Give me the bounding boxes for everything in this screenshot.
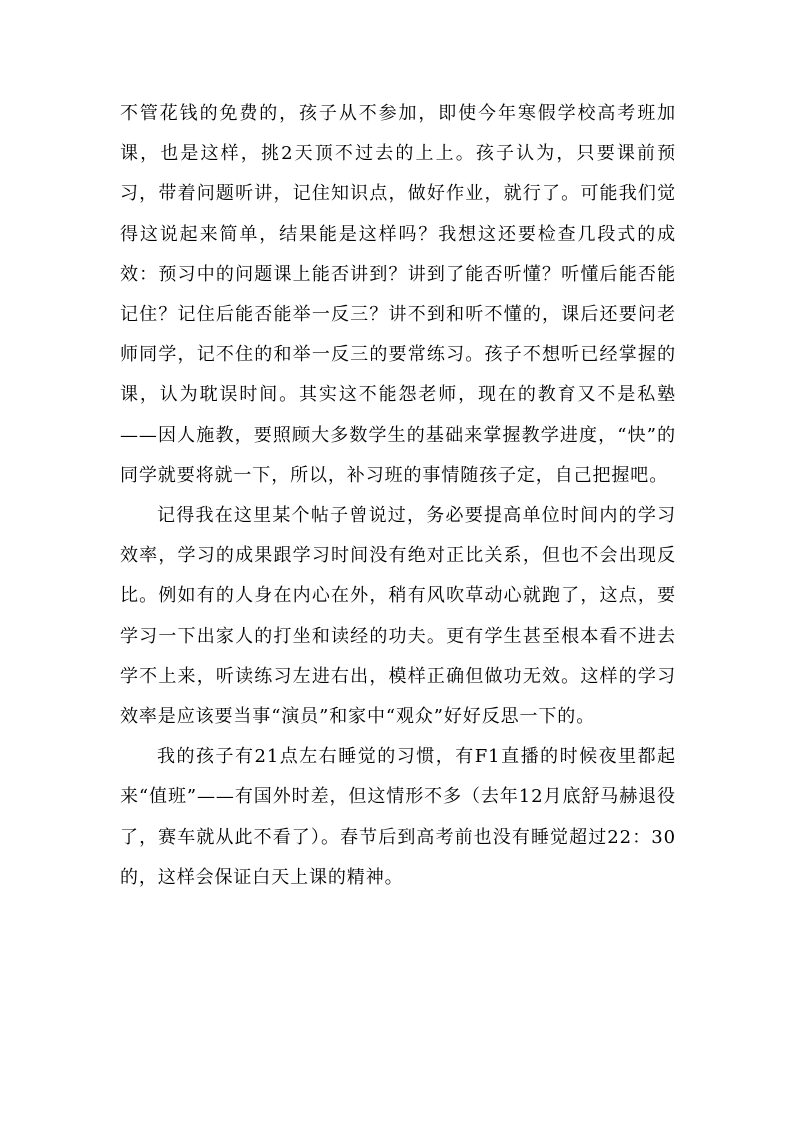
paragraph-1: 不管花钱的免费的，孩子从不参加，即使今年寒假学校高考班加课，也是这样，挑2天顶不过去的上上。孩子认为，只要课前预习，带着问题听讲，记住知识点，做好作业，就行了。可能我们觉得这说起来简单，结果能是这样吗？我想这还要检查几段式的成效：预习中的问题课上能否讲到？讲到了能否听懂？听懂后能否能记住？记住后能否能举一反三？讲不到和听不懂的，课后还要问老师同学，记不住的和举一反三的要常练习。孩子不想听已经掌握的课，认为耽误时间。其实这不能怨老师，现在的教育又不是私塾——因人施教，要照顾大多数学生的基础来掌握教学进度，“快”的同学就要将就一下，所以，补习班的事情随孩子定，自己把握吧。: [120, 103, 676, 486]
paragraph-2: 记得我在这里某个帖子曾说过，务必要提高单位时间内的学习效率，学习的成果跟学习时间没有绝对正比关系，但也不会出现反比。例如有的人身在内心在外，稍有风吹草动心就跑了，这点，要学习一下出家人的打坐和读经的功夫。更有学生甚至根本看不进去学不上来，听读练习左进右出，模样正确但做功无效。这样的学习效率是应该要当事“演员”和家中“观众”好好反思一下的。: [120, 505, 676, 728]
document-body: [120, 94, 676, 898]
paragraph-3: 我的孩子有21点左右睡觉的习惯，有F1直播的时候夜里都起来“值班”——有国外时差，但这情形不多（去年12月底舒马赫退役了，赛车就从此不看了）。春节后到高考前也没有睡觉超过22：30的，这样会保证白天上课的精神。: [120, 746, 676, 888]
